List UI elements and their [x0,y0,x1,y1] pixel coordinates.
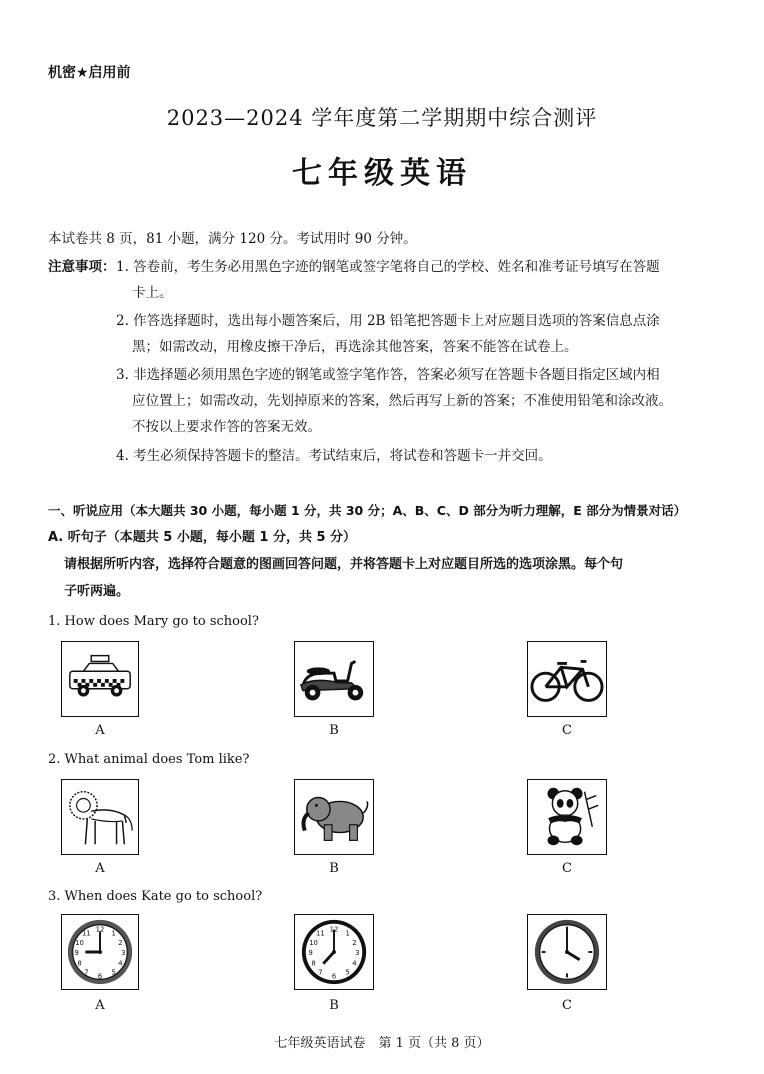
option-label: C [562,998,572,1013]
note-line: 卡上。 [132,285,173,301]
option-image-c[interactable] [527,641,607,717]
svg-text:1: 1 [345,929,350,938]
instruction-line: 请根据所听内容，选择符合题意的图画回答问题，并将答题卡上对应题目所选的选项涂黑。每个句 [64,557,624,572]
clock-icon [62,915,138,989]
section-heading: 一、听说应用（本大题共 30 小题，每小题 1 分，共 30 分；A、B、C、D 部分为听力理解，E 部分为情景对话） [48,503,687,518]
svg-text:7: 7 [318,968,323,977]
svg-text:5: 5 [345,968,350,977]
note-line: 2. 作答选择题时，选出每小题答案后，用 2B 铅笔把答题卡上对应题目选项的答案信息点涂 [116,313,660,329]
note-line: 3. 非选择题必须用黑色字迹的钢笔或签字笔作答，答案必须写在答题卡各题目指定区域内相 [116,367,660,383]
question-text: 1. How does Mary go to school? [48,614,259,629]
lion-icon [62,780,138,854]
option-image-a[interactable] [61,641,139,717]
svg-text:2: 2 [118,939,123,948]
option-label: A [95,723,105,738]
option-image-a[interactable] [61,914,139,990]
note-line: 4. 考生必须保持答题卡的整洁。考试结束后，将试卷和答题卡一并交回。 [116,448,552,464]
option-label: B [329,723,339,738]
instruction-line: 子听两遍。 [64,584,130,599]
panda-icon [528,780,606,854]
option-label: B [329,998,339,1013]
exam-title: 2023—2024 学年度第二学期期中综合测评 [166,106,598,130]
svg-text:3: 3 [121,948,126,957]
notes-label: 注意事项： [48,259,116,275]
option-image-a[interactable] [61,779,139,855]
clock-icon [295,915,373,989]
svg-text:10: 10 [309,939,318,948]
svg-text:5: 5 [111,968,116,977]
question-text: 3. When does Kate go to school? [48,889,263,904]
bicycle-icon [528,642,606,716]
page-footer: 七年级英语试卷 第 1 页（共 8 页） [274,1036,490,1051]
note-line: 不按以上要求作答的答案无效。 [132,419,321,435]
clock-icon [528,915,606,989]
svg-text:1: 1 [111,929,116,938]
option-label: C [562,723,572,738]
option-image-c[interactable] [527,779,607,855]
svg-text:12: 12 [329,925,339,934]
option-label: A [95,861,105,876]
svg-text:4: 4 [352,959,357,968]
option-image-b[interactable] [294,641,374,717]
svg-text:11: 11 [82,929,91,938]
taxi-icon [62,642,138,716]
note-line: 应位置上；如需改动，先划掉原来的答案，然后再写上新的答案；不准使用铅笔和涂改液。 [132,393,672,409]
part-a-title: A. 听句子（本题共 5 小题，每小题 1 分，共 5 分） [48,530,357,545]
svg-text:9: 9 [308,948,313,957]
note-line: 黑；如需改动，用橡皮擦干净后，再选涂其他答案，答案不能答在试卷上。 [132,339,578,355]
svg-text:3: 3 [355,948,360,957]
svg-text:2: 2 [352,939,357,948]
svg-text:10: 10 [75,939,84,948]
subject-title: 七年级英语 [292,156,472,191]
option-image-b[interactable] [294,779,374,855]
svg-text:12: 12 [95,925,105,934]
svg-text:11: 11 [316,929,325,938]
option-image-c[interactable] [527,914,607,990]
confidential-mark: 机密★启用前 [48,65,131,81]
svg-text:8: 8 [311,959,316,968]
option-label: C [562,861,572,876]
elephant-icon [295,780,373,854]
svg-text:7: 7 [84,968,89,977]
svg-text:6: 6 [331,972,337,981]
option-image-b[interactable] [294,914,374,990]
note-line: 1. 答卷前，考生务必用黑色字迹的钢笔或签字笔将自己的学校、姓名和准考证号填写在答题 [116,259,660,275]
svg-text:4: 4 [118,959,123,968]
scooter-icon [295,642,373,716]
question-text: 2. What animal does Tom like? [48,752,250,767]
svg-text:8: 8 [77,959,82,968]
svg-text:6: 6 [97,972,103,981]
intro-text: 本试卷共 8 页，81 小题，满分 120 分。考试用时 90 分钟。 [48,231,417,247]
option-label: B [329,861,339,876]
option-label: A [95,998,105,1013]
svg-text:9: 9 [74,948,79,957]
